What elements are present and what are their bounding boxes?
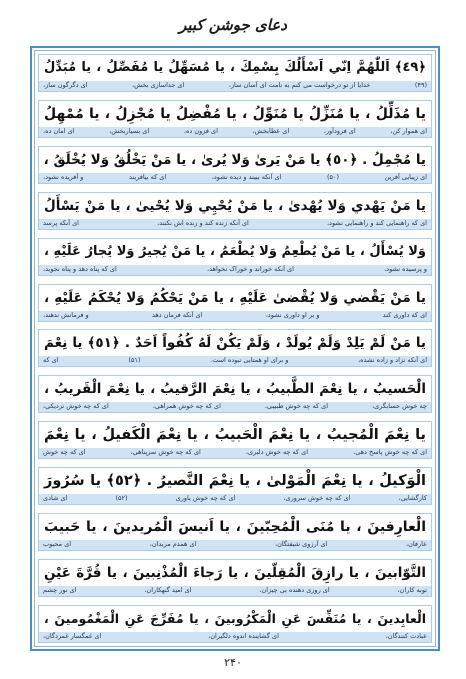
translation-segment: ای که چه خوش دلبری، [245,448,309,457]
persian-translation [39,171,431,183]
prayer-line [38,238,432,276]
arabic-text: يا نِعْمَ الْمُجيبُ ، يا نِعْمَ الْحَبيبُ ، يا نِعْمَ الْكَفيلُ ، يا نِعْمَ [39,422,431,448]
translation-segment: چه خوش حسابگری، [372,402,427,411]
prayer-frame [30,46,440,651]
translation-segment: ای غمگسار غمزدگان، [43,631,102,640]
translation-segment: ای که پناه دهد و پناه نجوید، [43,264,117,273]
translation-segment: ای که بیافریند [128,172,167,181]
arabic-text: الْعابِدينَ ، يا مُنَفِّسَ عَنِ الْمَكْرُوبينَ ، يا مُفَرِّجَ عَنِ الْمَغْمُومينَ ، [39,606,431,632]
translation-segment: ای که چه خوش پاسخ دهی، [353,448,427,457]
arabic-text: التَّوّابينَ ، يا رازِقَ الْمُقِلّينَ ، يا رَجاءَ الْمُذْنِبينَ ، يا قُرَّةَ عَيْنِ [39,560,431,586]
prayer-line [38,605,432,643]
arabic-text: وَلا يُسْأَلُ ، يا مَنْ يُطْعِمُ وَلا يُطْعَمُ ، يا مَنْ يُجيرُ وَلا يُجارُ عَلَيْهِ ، [39,239,431,265]
persian-translation [39,125,431,137]
arabic-text: ﴿٤٩﴾ اَللّٰهُمَّ اِنّي اَسْأَلُكَ بِسْمِكَ ، يا مُسَهِّلُ يا مُفَصِّلُ ، يا مُبَدِّلُ [39,55,431,81]
persian-translation [39,538,431,550]
translation-segment: خدایا از تو درخواست می کنم به نامت ای آسان ساز، [228,81,371,89]
translation-segment: ای آنکه زنده کند و زنده اش نکنند، [157,218,249,227]
translation-segment: ای که داوری کند [382,310,427,319]
translation-segment: (۵۰) [326,172,340,181]
prayer-line [38,375,432,413]
translation-segment: (۵۱) [128,356,141,365]
translation-segment: ای که چه خوش طبیبی، [264,402,329,411]
translation-segment: ای نور چشم [43,585,77,594]
translation-segment: عبادت کنندگان، [385,631,427,640]
translation-segment: ای عطابخش، [252,126,290,135]
translation-segment: ای که چه خوش سرپناهی، [130,448,201,457]
translation-segment: ای آنکه ببیند و دیده نشود، [211,172,282,181]
translation-segment: ای که چه خوش یاوری [175,494,236,503]
persian-translation [39,263,431,275]
translation-segment: و برای او همتایی نبوده است. [210,356,289,365]
prayer-line [38,467,432,505]
arabic-text: يا مَنْ لَمْ يَلِدْ وَلَمْ يُولَدْ ، وَلَمْ يَكُنْ لَهُ كُفُواً اَحَدٌ . ﴿٥١﴾ يا نِعْمَ [39,330,431,356]
prayer-line [38,54,432,92]
persian-translation [39,309,431,321]
translation-segment: ای آنکه فرمان دهد [151,310,203,319]
prayer-line [38,192,432,230]
translation-segment: ای آنکه نزاد و زاده نشده، [358,356,427,365]
translation-segment: ای هموار کن، [390,126,427,135]
translation-segment: (۴۹) [414,81,427,89]
translation-segment: ای که [43,356,59,365]
persian-translation [39,446,431,458]
translation-segment: ای شادی [43,494,68,503]
translation-segment: ای که چه خوش همراهی، [152,402,221,411]
translation-segment: و فرمانش ندهند، [43,310,89,319]
translation-segment: و پرسیده نشود، [384,264,427,273]
prayer-lines [38,54,432,643]
arabic-text: يا مُجْمِلُ . ﴿٥٠﴾ يا مَنْ يَرىٰ وَلا يُرىٰ ، يا مَنْ يَخْلُقُ وَلا يُخْلَقُ ، [39,147,431,173]
prayer-line [38,100,432,138]
translation-segment: ای فرودآور، [323,126,356,135]
arabic-text: يا مَنْ يَهْدي وَلا يُهْدىٰ ، يا مَنْ يُحْيِي وَلا يُحْيىٰ ، يا مَنْ يَسْأَلُ [39,193,431,219]
translation-segment: ای امان ده، [43,126,75,135]
translation-segment: ای زیبایی آفرین [384,172,427,181]
translation-segment: ای فزون ده، [183,126,218,135]
persian-translation [39,492,431,504]
translation-segment: ای دگرگون ساز، [43,81,88,89]
arabic-text: يا مَنْ يَقْضي وَلا يُقْضىٰ عَلَيْهِ ، يا مَنْ يَحْكُمُ وَلا يُحْكَمُ عَلَيْهِ ، [39,285,431,311]
translation-segment: ای گشاینده اندوه دلگیران، [208,631,279,640]
persian-translation [39,217,431,229]
persian-translation [39,400,431,412]
translation-segment: توبه کاران، [397,585,427,594]
prayer-line [38,329,432,367]
translation-segment: ای همدم مریدان، [149,540,197,549]
persian-translation [39,354,431,366]
prayer-line [38,146,432,184]
persian-translation [39,79,431,91]
translation-segment: کارگشایی، [398,494,427,503]
translation-segment: ای که چه خوش سروری، [283,494,351,503]
arabic-text: الْعارِفينَ ، يا مُنَى الْمُحِبّينَ ، يا اَنيسَ الْمُريدينَ ، يا حَبيبَ [39,514,431,540]
arabic-text: الْحَسيبُ ، يا نِعْمَ الطَّبيبُ ، يا نِعْمَ الرَّقيبُ ، يا نِعْمَ الْقَريبُ ، [39,376,431,402]
persian-translation [39,630,431,642]
translation-segment: ای امید گنهکاران، [144,585,192,594]
translation-segment: (۵۲) [115,494,128,503]
translation-segment: ای بسیاربخش، [109,126,150,135]
translation-segment: ای آرزوی شیفتگان، [274,540,328,549]
page-title: دعای جوشن کبیر [179,16,287,34]
translation-segment: و آفریده نشود، [43,172,84,181]
prayer-line [38,559,432,597]
translation-segment: عارفان، [406,540,427,549]
prayer-line [38,284,432,322]
arabic-text: يا مُذَلِّلُ ، يا مُنَزِّلُ يا مُنَوِّلُ ، يا مُفْضِلُ يا مُجْزِلُ ، يا مُمْهِلُ [39,101,431,127]
prayer-line [38,513,432,551]
translation-segment: و بر او داوری نشود، [265,310,320,319]
translation-segment: ای روزی دهنده بی چیزان، [259,585,330,594]
prayer-line [38,421,432,459]
translation-segment: ای که راهنمایی کند و راهنمایی نشود، [326,218,427,227]
translation-segment: ای آنکه خوراند و خوراک نخواهد، [207,264,294,273]
arabic-text: الْوَكيلُ ، يا نِعْمَ الْمَوْلىٰ ، يا نِعْمَ النَّصيرُ . ﴿٥٢﴾ يا سُرُورَ [39,468,431,494]
persian-translation [39,584,431,596]
translation-segment: ای جداسازی بخش، [132,81,185,89]
translation-segment: ای آنکه پرسد [43,218,79,227]
translation-segment: ای که چه خوش [43,448,86,457]
translation-segment: ای محبوب [43,540,72,549]
translation-segment: ای که چه خوش نزدیکی، [43,402,109,411]
page-number: ۲۴۰ [224,656,242,669]
